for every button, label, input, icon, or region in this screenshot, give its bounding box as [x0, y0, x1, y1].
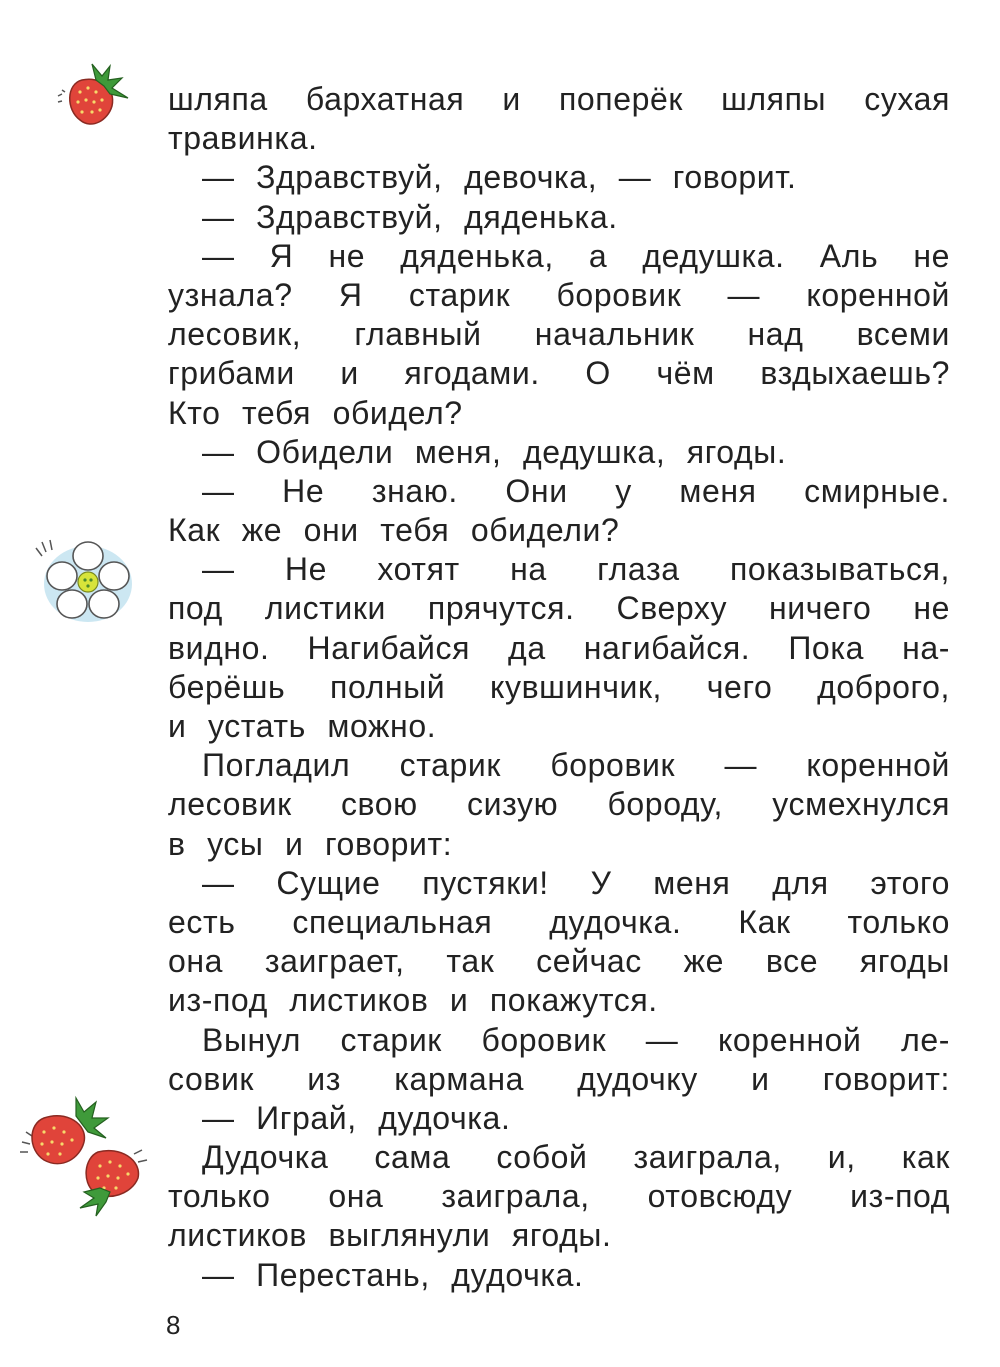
- page-number: 8: [166, 1310, 181, 1340]
- text-line: Дудочка сама собой заиграла, и, как: [202, 1139, 950, 1176]
- text-line: лесовик, главный начальник над всеми: [168, 316, 950, 353]
- text-line: шляпа бархатная и поперёк шляпы сухая: [168, 81, 950, 117]
- text-line: — Играй, дудочка.: [202, 1099, 511, 1136]
- story-text: [168, 80, 950, 1295]
- strawberry-flower-icon: [30, 530, 140, 630]
- text-line: берёшь полный кувшинчик, чего доброго,: [168, 668, 950, 705]
- text-line: листиков выглянули ягоды.: [168, 1217, 612, 1254]
- text-line: Как же они тебя обидели?: [168, 512, 620, 549]
- text-line: грибами и ягодами. О чём вздыхаешь?: [168, 355, 950, 392]
- text-line: Вынул старик боровик — коренной ле-: [202, 1021, 950, 1058]
- text-line: Кто тебя обидел?: [168, 394, 463, 431]
- text-line: — Сущие пустяки! У меня для этого: [202, 864, 950, 901]
- text-line: — Обидели меня, дедушка, ягоды.: [202, 433, 787, 470]
- text-line: есть специальная дудочка. Как только: [168, 903, 950, 940]
- text-line: травинка.: [168, 120, 318, 157]
- text-line: — Здравствуй, девочка, — говорит.: [202, 159, 797, 196]
- text-line: — Не хотят на глаза показываться,: [202, 551, 950, 588]
- text-line: только она заиграла, отовсюду из-под: [168, 1178, 950, 1215]
- text-line: Погладил старик боровик — коренной: [202, 747, 950, 784]
- text-line: — Не знаю. Они у меня смирные.: [202, 472, 950, 509]
- text-line: лесовик свою сизую бороду, усмехнулся: [168, 786, 950, 823]
- text-line: — Здравствуй, дяденька.: [202, 198, 618, 235]
- text-line: — Я не дяденька, а дедушка. Аль не: [202, 237, 950, 274]
- text-line: в усы и говорит:: [168, 825, 453, 862]
- text-line: и устать можно.: [168, 708, 437, 744]
- text-line: совик из кармана дудочку и говорит:: [168, 1060, 950, 1097]
- text-line: она заиграет, так сейчас же все ягоды: [168, 943, 950, 980]
- text-line: под листики прячутся. Сверху ничего не: [168, 590, 950, 627]
- text-line: из-под листиков и покажутся.: [168, 982, 658, 1019]
- two-strawberries-icon: [14, 1088, 164, 1218]
- text-line: — Перестань, дудочка.: [202, 1256, 584, 1293]
- strawberry-icon: [52, 58, 136, 130]
- text-line: узнала? Я старик боровик — коренной: [168, 276, 950, 313]
- text-line: видно. Нагибайся да нагибайся. Пока на-: [168, 629, 950, 666]
